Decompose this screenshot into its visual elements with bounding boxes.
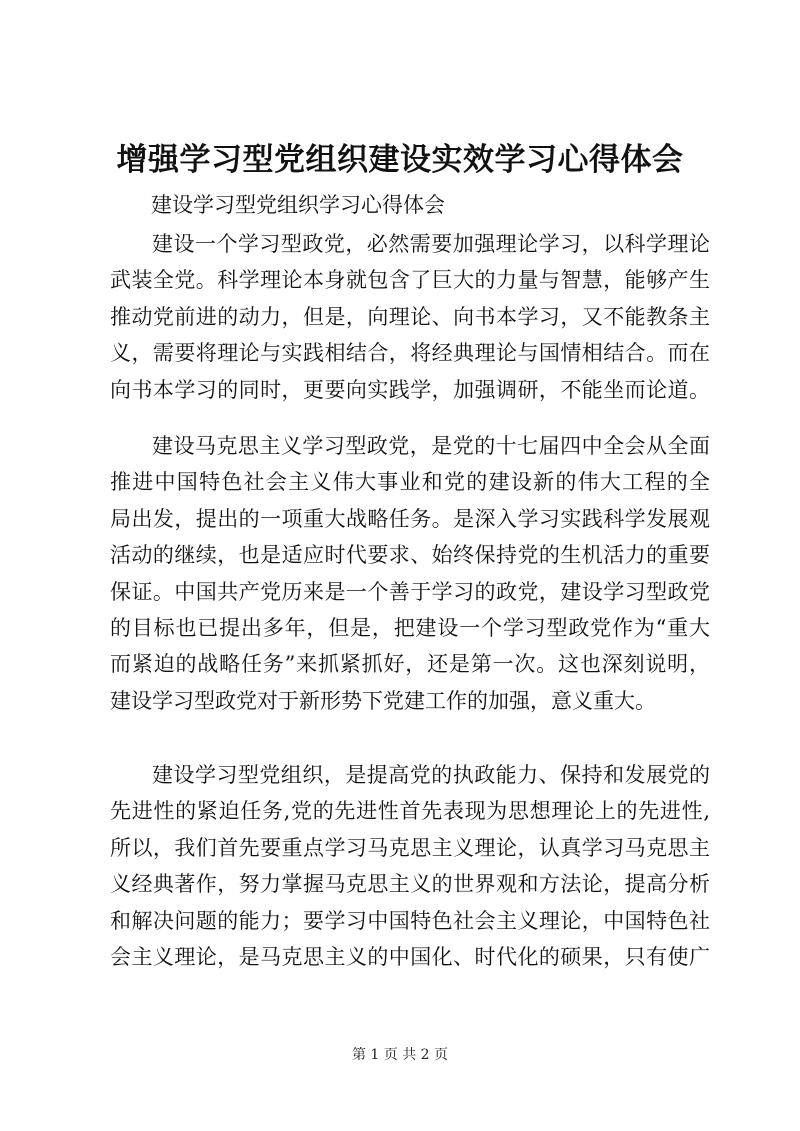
paragraph-line: 局出发，提出的一项重大战略任务。是深入学习实践科学发展观 <box>110 506 710 531</box>
paragraph-line: 建设一个学习型政党，必然需要加强理论学习，以科学理论 <box>152 232 710 256</box>
paragraph-1 <box>110 226 710 408</box>
paragraph-line: 义经典著作，努力掌握马克思主义的世界观和方法论，提高分析 <box>110 872 710 897</box>
paragraph-line: 建设马克思主义学习型政党，是党的十七届四中全会从全面 <box>152 434 710 458</box>
paragraph-line: 武装全党。科学理论本身就包含了巨大的力量与智慧，能够产生 <box>110 268 710 293</box>
paragraph-2 <box>110 428 710 719</box>
paragraph-line: 的目标也已提出多年，但是，把建设一个学习型政党作为“重大 <box>110 615 710 640</box>
paragraph-3 <box>110 757 710 975</box>
paragraph-line: 和解决问题的能力；要学习中国特色社会主义理论，中国特色社 <box>110 908 710 933</box>
paragraph-line: 活动的继续，也是适应时代要求、始终保持党的生机活力的重要 <box>110 543 710 568</box>
paragraph-line: 建设学习型党组织，是提高党的执政能力、保持和发展党的 <box>152 763 710 787</box>
paragraph-line: 向书本学习的同时，更要向实践学，加强调研，不能坐而论道。 <box>110 377 710 402</box>
paragraph-line: 推进中国特色社会主义伟大事业和党的建设新的伟大工程的全 <box>110 470 710 495</box>
paragraph-line: 建设学习型政党对于新形势下党建工作的加强，意义重大。 <box>110 688 656 713</box>
paragraph-line: 而紧迫的战略任务”来抓紧抓好，还是第一次。这也深刻说明， <box>110 652 710 677</box>
document-title: 增强学习型党组织建设实效学习心得体会 <box>116 142 684 178</box>
paragraph-line: 保证。中国共产党历来是一个善于学习的政党，建设学习型政党 <box>110 579 710 604</box>
paragraph-line: 推动党前进的动力，但是，向理论、向书本学习，又不能教条主 <box>110 304 710 329</box>
document-subtitle: 建设学习型党组织学习心得体会 <box>151 193 445 217</box>
paragraph-line: 会主义理论，是马克思主义的中国化、时代化的硕果，只有使广 <box>110 944 710 969</box>
paragraph-line: 义，需要将理论与实践相结合，将经典理论与国情相结合。而在 <box>110 341 710 366</box>
paragraph-line: 先进性的紧迫任务,党的先进性首先表现为思想理论上的先进性, <box>110 799 710 824</box>
page-number-footer: 第 1 页 共 2 页 <box>351 1047 449 1063</box>
paragraph-line: 所以，我们首先要重点学习马克思主义理论，认真学习马克思主 <box>110 835 710 860</box>
